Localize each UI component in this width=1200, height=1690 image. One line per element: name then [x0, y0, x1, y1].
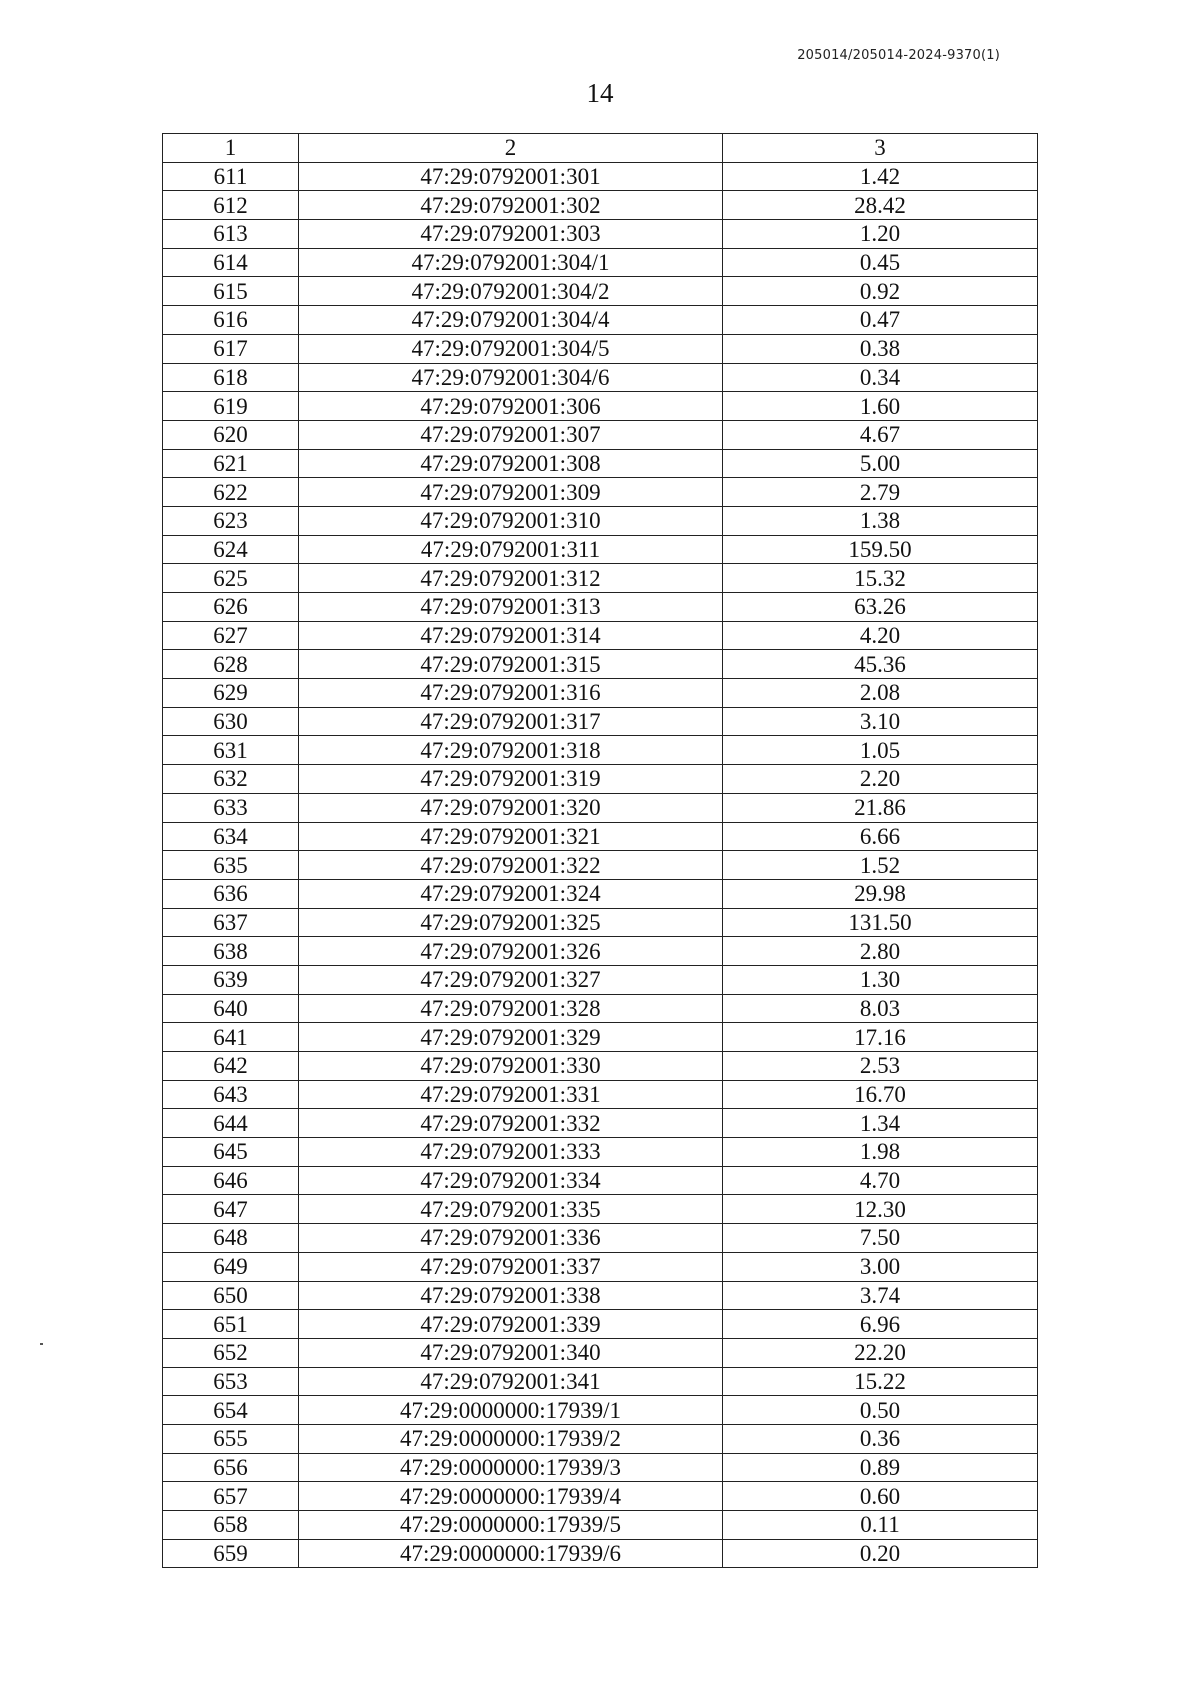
row-number-cell: 646 — [163, 1166, 299, 1195]
area-cell: 1.20 — [723, 220, 1038, 249]
row-number-cell: 615 — [163, 277, 299, 306]
table-row — [163, 1166, 1038, 1195]
table-row — [163, 220, 1038, 249]
area-cell: 0.38 — [723, 334, 1038, 363]
row-number-cell: 613 — [163, 220, 299, 249]
area-cell: 15.32 — [723, 564, 1038, 593]
page-number: 14 — [586, 78, 614, 108]
table-row — [163, 1052, 1038, 1081]
area-cell: 3.10 — [723, 707, 1038, 736]
cadastral-number-cell: 47:29:0792001:325 — [299, 908, 723, 937]
cadastral-number-cell: 47:29:0792001:304/4 — [299, 306, 723, 335]
table-row — [163, 162, 1038, 191]
cadastral-number-cell: 47:29:0000000:17939/3 — [299, 1453, 723, 1482]
row-number-cell: 616 — [163, 306, 299, 335]
table-row — [163, 1396, 1038, 1425]
row-number-cell: 628 — [163, 650, 299, 679]
area-cell: 6.66 — [723, 822, 1038, 851]
area-cell: 5.00 — [723, 449, 1038, 478]
row-number-cell: 652 — [163, 1338, 299, 1367]
cadastral-number-cell: 47:29:0792001:309 — [299, 478, 723, 507]
table-row — [163, 679, 1038, 708]
area-cell: 4.20 — [723, 621, 1038, 650]
table-row — [163, 707, 1038, 736]
row-number-cell: 621 — [163, 449, 299, 478]
table-row — [163, 191, 1038, 220]
area-cell: 0.60 — [723, 1482, 1038, 1511]
table-row — [163, 506, 1038, 535]
area-cell: 1.60 — [723, 392, 1038, 421]
table-row — [163, 1424, 1038, 1453]
table-row — [163, 535, 1038, 564]
row-number-cell: 659 — [163, 1539, 299, 1568]
table-row — [163, 449, 1038, 478]
area-cell: 3.00 — [723, 1252, 1038, 1281]
cadastral-number-cell: 47:29:0792001:322 — [299, 851, 723, 880]
area-cell: 1.98 — [723, 1138, 1038, 1167]
table-row — [163, 1195, 1038, 1224]
area-cell: 1.05 — [723, 736, 1038, 765]
area-cell: 1.30 — [723, 965, 1038, 994]
table-row — [163, 994, 1038, 1023]
area-cell: 7.50 — [723, 1224, 1038, 1253]
cadastral-number-cell: 47:29:0792001:318 — [299, 736, 723, 765]
table-row — [163, 277, 1038, 306]
row-number-cell: 656 — [163, 1453, 299, 1482]
row-number-cell: 648 — [163, 1224, 299, 1253]
area-cell: 0.20 — [723, 1539, 1038, 1568]
row-number-cell: 632 — [163, 765, 299, 794]
row-number-cell: 627 — [163, 621, 299, 650]
table-row — [163, 1281, 1038, 1310]
column-header: 2 — [299, 134, 723, 163]
cadastral-number-cell: 47:29:0792001:337 — [299, 1252, 723, 1281]
table-row — [163, 879, 1038, 908]
row-number-cell: 622 — [163, 478, 299, 507]
cadastral-number-cell: 47:29:0792001:321 — [299, 822, 723, 851]
cadastral-number-cell: 47:29:0792001:335 — [299, 1195, 723, 1224]
table-row — [163, 248, 1038, 277]
cadastral-number-cell: 47:29:0792001:310 — [299, 506, 723, 535]
cadastral-number-cell: 47:29:0792001:304/6 — [299, 363, 723, 392]
row-number-cell: 642 — [163, 1052, 299, 1081]
area-cell: 2.20 — [723, 765, 1038, 794]
area-cell: 21.86 — [723, 793, 1038, 822]
row-number-cell: 611 — [163, 162, 299, 191]
cadastral-number-cell: 47:29:0792001:312 — [299, 564, 723, 593]
row-number-cell: 618 — [163, 363, 299, 392]
area-cell: 28.42 — [723, 191, 1038, 220]
cadastral-number-cell: 47:29:0792001:330 — [299, 1052, 723, 1081]
table-row — [163, 965, 1038, 994]
area-cell: 0.45 — [723, 248, 1038, 277]
cadastral-number-cell: 47:29:0792001:332 — [299, 1109, 723, 1138]
table-row — [163, 420, 1038, 449]
cadastral-number-cell: 47:29:0000000:17939/5 — [299, 1511, 723, 1540]
table-row — [163, 908, 1038, 937]
cadastral-number-cell: 47:29:0792001:316 — [299, 679, 723, 708]
area-cell: 29.98 — [723, 879, 1038, 908]
table-row — [163, 1539, 1038, 1568]
row-number-cell: 645 — [163, 1138, 299, 1167]
row-number-cell: 633 — [163, 793, 299, 822]
row-number-cell: 635 — [163, 851, 299, 880]
table-row — [163, 1224, 1038, 1253]
table-body — [163, 162, 1038, 1568]
table-row — [163, 392, 1038, 421]
column-header: 1 — [163, 134, 299, 163]
area-cell: 8.03 — [723, 994, 1038, 1023]
table-row — [163, 650, 1038, 679]
row-number-cell: 647 — [163, 1195, 299, 1224]
column-header: 3 — [723, 134, 1038, 163]
cadastral-number-cell: 47:29:0792001:315 — [299, 650, 723, 679]
row-number-cell: 617 — [163, 334, 299, 363]
table-row — [163, 822, 1038, 851]
row-number-cell: 612 — [163, 191, 299, 220]
cadastral-number-cell: 47:29:0792001:331 — [299, 1080, 723, 1109]
row-number-cell: 657 — [163, 1482, 299, 1511]
table-row — [163, 937, 1038, 966]
cadastral-number-cell: 47:29:0792001:302 — [299, 191, 723, 220]
area-cell: 0.36 — [723, 1424, 1038, 1453]
cadastral-number-cell: 47:29:0792001:304/2 — [299, 277, 723, 306]
cadastral-number-cell: 47:29:0792001:338 — [299, 1281, 723, 1310]
row-number-cell: 614 — [163, 248, 299, 277]
cadastral-number-cell: 47:29:0000000:17939/2 — [299, 1424, 723, 1453]
area-cell: 17.16 — [723, 1023, 1038, 1052]
table-row — [163, 1023, 1038, 1052]
row-number-cell: 644 — [163, 1109, 299, 1138]
area-cell: 0.50 — [723, 1396, 1038, 1425]
table-row — [163, 765, 1038, 794]
area-cell: 2.08 — [723, 679, 1038, 708]
row-number-cell: 629 — [163, 679, 299, 708]
row-number-cell: 639 — [163, 965, 299, 994]
cadastral-number-cell: 47:29:0792001:301 — [299, 162, 723, 191]
cadastral-number-cell: 47:29:0792001:311 — [299, 535, 723, 564]
area-cell: 4.67 — [723, 420, 1038, 449]
area-cell: 1.38 — [723, 506, 1038, 535]
table-row — [163, 334, 1038, 363]
area-cell: 159.50 — [723, 535, 1038, 564]
cadastral-number-cell: 47:29:0792001:308 — [299, 449, 723, 478]
cadastral-number-cell: 47:29:0792001:334 — [299, 1166, 723, 1195]
table-row — [163, 1138, 1038, 1167]
row-number-cell: 655 — [163, 1424, 299, 1453]
table-row — [163, 306, 1038, 335]
area-cell: 0.92 — [723, 277, 1038, 306]
area-cell: 12.30 — [723, 1195, 1038, 1224]
row-number-cell: 641 — [163, 1023, 299, 1052]
area-cell: 2.80 — [723, 937, 1038, 966]
row-number-cell: 658 — [163, 1511, 299, 1540]
cadastral-number-cell: 47:29:0792001:327 — [299, 965, 723, 994]
row-number-cell: 653 — [163, 1367, 299, 1396]
header-row — [163, 134, 1038, 163]
area-cell: 2.53 — [723, 1052, 1038, 1081]
table-row — [163, 1310, 1038, 1339]
row-number-cell: 636 — [163, 879, 299, 908]
row-number-cell: 640 — [163, 994, 299, 1023]
cadastral-number-cell: 47:29:0792001:306 — [299, 392, 723, 421]
area-cell: 0.34 — [723, 363, 1038, 392]
area-cell: 4.70 — [723, 1166, 1038, 1195]
cadastral-number-cell: 47:29:0792001:319 — [299, 765, 723, 794]
table-row — [163, 1080, 1038, 1109]
table-row — [163, 793, 1038, 822]
row-number-cell: 634 — [163, 822, 299, 851]
table-row — [163, 564, 1038, 593]
table-row — [163, 621, 1038, 650]
cadastral-number-cell: 47:29:0792001:339 — [299, 1310, 723, 1339]
cadastral-number-cell: 47:29:0000000:17939/6 — [299, 1539, 723, 1568]
row-number-cell: 631 — [163, 736, 299, 765]
cadastral-number-cell: 47:29:0000000:17939/4 — [299, 1482, 723, 1511]
cadastral-number-cell: 47:29:0792001:324 — [299, 879, 723, 908]
table-row — [163, 478, 1038, 507]
row-number-cell: 624 — [163, 535, 299, 564]
table-row — [163, 1252, 1038, 1281]
area-cell: 1.52 — [723, 851, 1038, 880]
table-header — [163, 134, 1038, 163]
row-number-cell: 651 — [163, 1310, 299, 1339]
table-row — [163, 736, 1038, 765]
table-row — [163, 593, 1038, 622]
area-cell: 15.22 — [723, 1367, 1038, 1396]
row-number-cell: 649 — [163, 1252, 299, 1281]
row-number-cell: 623 — [163, 506, 299, 535]
row-number-cell: 643 — [163, 1080, 299, 1109]
area-cell: 16.70 — [723, 1080, 1038, 1109]
table-row — [163, 1109, 1038, 1138]
cadastral-number-cell: 47:29:0792001:314 — [299, 621, 723, 650]
table-row — [163, 1511, 1038, 1540]
cadastral-number-cell: 47:29:0792001:341 — [299, 1367, 723, 1396]
area-cell: 22.20 — [723, 1338, 1038, 1367]
table-row — [163, 1482, 1038, 1511]
row-number-cell: 638 — [163, 937, 299, 966]
area-cell: 0.47 — [723, 306, 1038, 335]
row-number-cell: 630 — [163, 707, 299, 736]
cadastral-number-cell: 47:29:0792001:304/5 — [299, 334, 723, 363]
cadastral-number-cell: 47:29:0792001:320 — [299, 793, 723, 822]
row-number-cell: 619 — [163, 392, 299, 421]
area-cell: 0.11 — [723, 1511, 1038, 1540]
cadastral-number-cell: 47:29:0792001:304/1 — [299, 248, 723, 277]
table-row — [163, 363, 1038, 392]
area-cell: 6.96 — [723, 1310, 1038, 1339]
table-row — [163, 1367, 1038, 1396]
area-cell: 63.26 — [723, 593, 1038, 622]
cadastral-number-cell: 47:29:0792001:328 — [299, 994, 723, 1023]
cadastral-number-cell: 47:29:0792001:313 — [299, 593, 723, 622]
area-cell: 131.50 — [723, 908, 1038, 937]
row-number-cell: 654 — [163, 1396, 299, 1425]
area-cell: 1.34 — [723, 1109, 1038, 1138]
area-cell: 0.89 — [723, 1453, 1038, 1482]
stray-mark — [40, 1343, 43, 1345]
area-cell: 1.42 — [723, 162, 1038, 191]
cadastral-number-cell: 47:29:0792001:317 — [299, 707, 723, 736]
row-number-cell: 637 — [163, 908, 299, 937]
cadastral-number-cell: 47:29:0792001:303 — [299, 220, 723, 249]
cadastral-number-cell: 47:29:0000000:17939/1 — [299, 1396, 723, 1425]
cadastral-number-cell: 47:29:0792001:307 — [299, 420, 723, 449]
row-number-cell: 650 — [163, 1281, 299, 1310]
parcel-table — [162, 133, 1038, 1568]
area-cell: 2.79 — [723, 478, 1038, 507]
cadastral-number-cell: 47:29:0792001:340 — [299, 1338, 723, 1367]
table-row — [163, 851, 1038, 880]
cadastral-number-cell: 47:29:0792001:333 — [299, 1138, 723, 1167]
cadastral-number-cell: 47:29:0792001:329 — [299, 1023, 723, 1052]
row-number-cell: 620 — [163, 420, 299, 449]
area-cell: 3.74 — [723, 1281, 1038, 1310]
table-row — [163, 1338, 1038, 1367]
row-number-cell: 625 — [163, 564, 299, 593]
row-number-cell: 626 — [163, 593, 299, 622]
cadastral-number-cell: 47:29:0792001:336 — [299, 1224, 723, 1253]
cadastral-number-cell: 47:29:0792001:326 — [299, 937, 723, 966]
table-row — [163, 1453, 1038, 1482]
document-id: 205014/205014-2024-9370(1) — [797, 48, 1000, 63]
area-cell: 45.36 — [723, 650, 1038, 679]
